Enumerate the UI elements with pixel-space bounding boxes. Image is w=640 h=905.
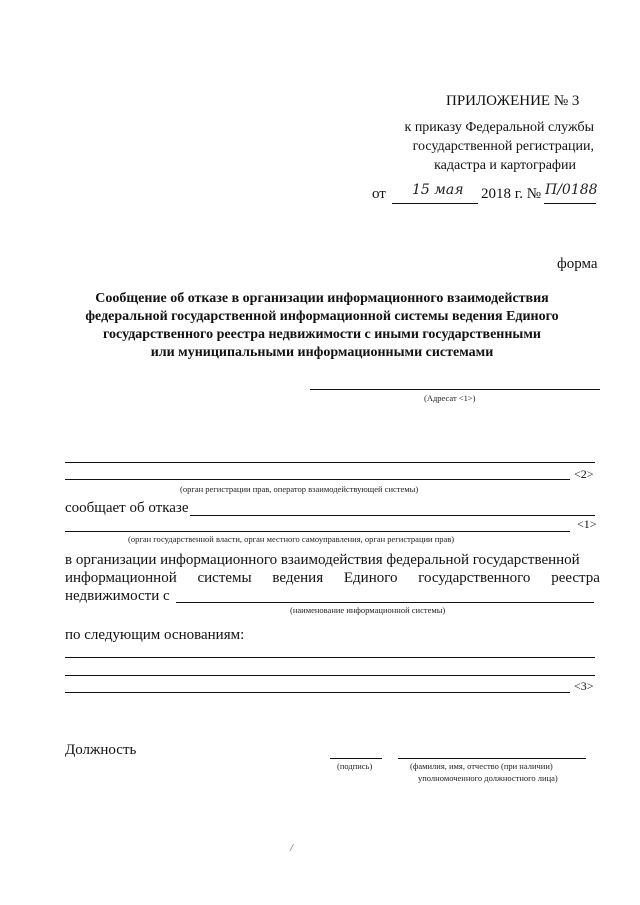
authority-footnote-marker: <1> bbox=[577, 517, 597, 531]
addressee-field[interactable] bbox=[310, 389, 600, 390]
grounds-field-line-2[interactable] bbox=[65, 675, 595, 676]
body-word: информационной bbox=[65, 570, 177, 586]
body-line-3: недвижимости с bbox=[65, 588, 170, 604]
grounds-footnote-marker: <3> bbox=[574, 679, 594, 693]
appendix-number: ПРИЛОЖЕНИЕ № 3 bbox=[446, 93, 580, 109]
official-name-field[interactable] bbox=[398, 758, 586, 759]
refusal-field-line-2[interactable] bbox=[65, 531, 570, 532]
date-prefix: от bbox=[372, 186, 386, 202]
body-word: государственного bbox=[418, 570, 531, 586]
organ-caption: (орган регистрации прав, оператор взаимодействующей системы) bbox=[180, 484, 419, 494]
system-name-field[interactable] bbox=[176, 602, 594, 603]
body-line-1: в организации информационного взаимодействия федеральной государственной bbox=[65, 552, 580, 568]
year-number-label: 2018 г. № bbox=[481, 186, 542, 202]
addressee-caption: (Адресат <1>) bbox=[424, 393, 476, 403]
body-word: системы bbox=[197, 570, 252, 586]
title-line-1: Сообщение об отказе в организации информационного взаимодействия bbox=[95, 291, 549, 306]
handwritten-order-number: П/0188 bbox=[545, 182, 598, 198]
official-name-caption-2: уполномоченного должностного лица) bbox=[418, 773, 558, 783]
refusal-field-line-1[interactable] bbox=[190, 515, 595, 516]
number-underline bbox=[544, 203, 596, 204]
title-line-4: или муниципальными информационными системами bbox=[150, 345, 494, 360]
body-word: ведения bbox=[272, 570, 324, 586]
body-line-2 bbox=[65, 570, 600, 587]
grounds-field-line-1[interactable] bbox=[65, 657, 595, 658]
body-word: Единого bbox=[343, 570, 398, 586]
title-line-2: федеральной государственной информационной системы ведения Единого bbox=[85, 309, 559, 324]
reports-refusal-label: сообщает об отказе bbox=[65, 500, 189, 516]
grounds-label: по следующим основаниям: bbox=[65, 627, 245, 643]
document-title bbox=[40, 290, 604, 362]
authority-caption: (орган государственной власти, орган местного самоуправления, орган регистрации прав) bbox=[128, 534, 455, 544]
date-underline bbox=[392, 203, 478, 204]
order-line-1: к приказу Федеральной службы bbox=[404, 120, 594, 135]
footer-mark: / bbox=[290, 842, 294, 854]
body-word: реестра bbox=[551, 570, 600, 586]
signature-field[interactable] bbox=[330, 758, 382, 759]
signature-caption: (подпись) bbox=[337, 761, 373, 771]
organ-field-line-1[interactable] bbox=[65, 462, 595, 463]
system-caption: (наименование информационной системы) bbox=[290, 605, 446, 615]
organ-footnote-marker: <2> bbox=[574, 467, 594, 481]
grounds-field-line-3[interactable] bbox=[65, 692, 570, 693]
organ-field-line-2[interactable] bbox=[65, 479, 570, 480]
handwritten-date: 15 мая bbox=[412, 182, 464, 198]
order-line-3: кадастра и картографии bbox=[434, 158, 576, 173]
position-label: Должность bbox=[65, 742, 137, 758]
official-name-caption-1: (фамилия, имя, отчество (при наличии) bbox=[410, 761, 553, 771]
order-line-2: государственной регистрации, bbox=[412, 139, 594, 154]
title-line-3: государственного реестра недвижимости с иными государственными bbox=[103, 327, 541, 342]
form-label: форма bbox=[557, 256, 598, 272]
